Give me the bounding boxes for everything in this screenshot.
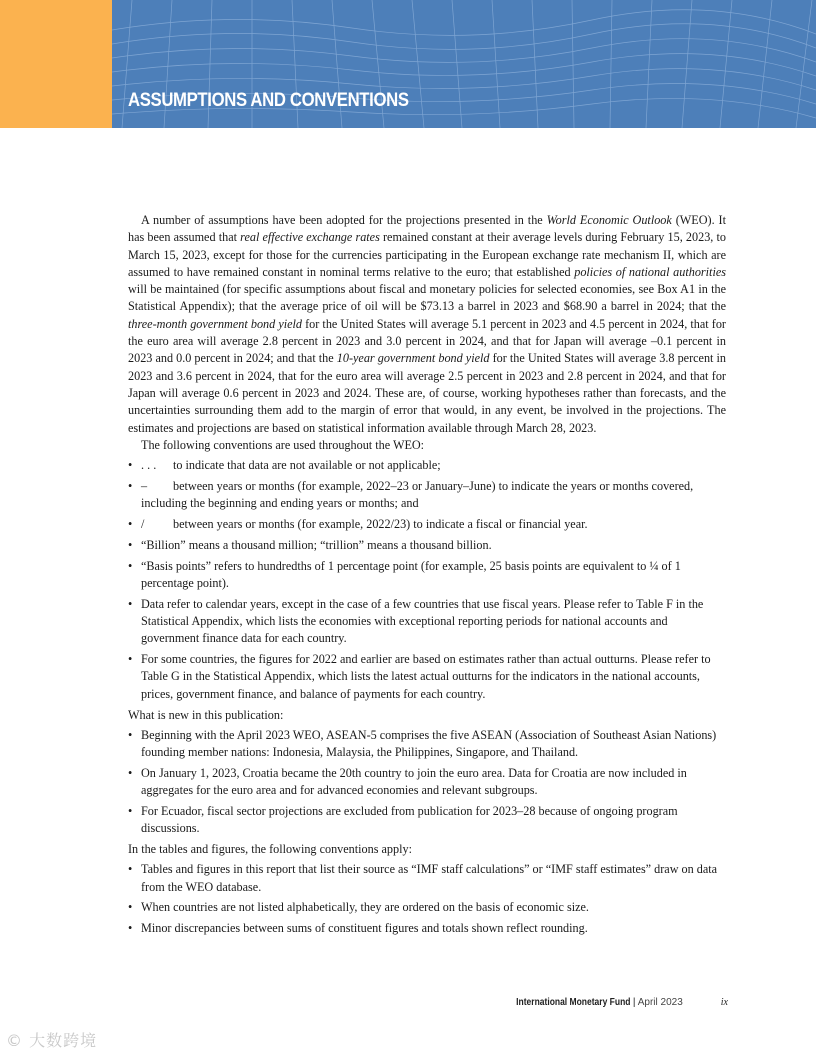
list-item: [128, 651, 726, 703]
conventions-list: [128, 457, 726, 703]
tables-heading: In the tables and figures, the following conventions apply:: [128, 842, 412, 857]
list-item-text: to indicate that data are not available or not applicable;: [173, 458, 441, 473]
italic-three-month-yield: three-month government bond yield: [128, 316, 303, 331]
watermark-text: 大数跨境: [29, 1031, 98, 1050]
italic-policies: policies of national authorities: [574, 264, 726, 279]
list-item: [128, 727, 726, 762]
text-run: for the United States will average 3.8 percent in 2023 and 3.6 percent in 2024, that for the euro area will average 2.5 percent in 2023 and 2.8 percent in 2024, and that for Japan will average 0.6 percent in 2023 and 2024. These are, of course, working hypotheses rather than forecasts, and the uncertainties surrounding them add to the margin of error that would, in any event, be involved in the projections. The estimates and projections are based on statistical information available through March 28, 2023.: [128, 351, 726, 435]
bullet: •: [128, 458, 133, 473]
list-item-text: For Ecuador, fiscal sector projections are excluded from publication for 2023–28 because of ongoing program discussions.: [141, 804, 678, 836]
list-item: [128, 537, 726, 554]
publication-date: April 2023: [637, 997, 683, 1008]
bullet: •: [128, 765, 133, 780]
text-run: for the United States will average 5.1 percent in 2023 and 4.5 percent in 2024, that for the euro area will average 2.8 percent in 2023 and 3.0 percent in 2024, and that for Japan will average –0.1 percent in 2023 and 0.0 percent in 2024; and that the: [128, 316, 726, 366]
bullet: •: [128, 727, 133, 742]
list-item: [128, 596, 726, 648]
assumptions-paragraph: [128, 212, 726, 437]
symbol: –: [141, 478, 148, 493]
italic-reer: real effective exchange rates: [240, 230, 380, 245]
text-run: remained constant at their average levels during February 15, 2023, to March 15, 2023, except for those for the currencies participating in the European exchange rate mechanism II, which are assumed to have remained constant in nominal terms relative to the euro; that established: [128, 230, 726, 279]
italic-ten-year-yield: 10-year government bond yield: [336, 351, 490, 366]
list-item: [128, 765, 726, 800]
list-item-text: “Billion” means a thousand million; “trillion” means a thousand billion.: [141, 537, 492, 552]
bullet: •: [128, 537, 133, 552]
bullet: •: [128, 652, 133, 667]
whats-new-list: [128, 727, 726, 838]
footer-separator: |: [630, 997, 638, 1008]
list-item-text: “Basis points” refers to hundredths of 1 percentage point (for example, 25 basis points are equivalent to ¼ of 1 percentage point).: [141, 558, 681, 590]
bullet: •: [128, 478, 133, 493]
page-footer: [496, 997, 728, 1008]
symbol: . . .: [141, 458, 157, 473]
list-item-text: Tables and figures in this report that list their source as “IMF staff calculations” or “IMF staff estimates” draw on data from the WEO database.: [141, 862, 718, 894]
list-item-text: When countries are not listed alphabetically, they are ordered on the basis of economic size.: [141, 900, 589, 915]
list-item-text: Minor discrepancies between sums of constituent figures and totals shown reflect rounding.: [141, 921, 588, 936]
list-item: [128, 861, 726, 896]
list-item-text: Beginning with the April 2023 WEO, ASEAN-5 comprises the five ASEAN (Association of Southeast Asian Nations) founding member nations: Indonesia, Malaysia, the Philippines, Singapore, and Thailand.: [141, 727, 717, 760]
tables-list: [128, 861, 726, 937]
bullet: •: [128, 596, 133, 611]
list-item-text: Data refer to calendar years, except in the case of a few countries that use fiscal years. Please refer to Table F in the Statistical Appendix, which lists the economies with exceptional reporting periods for national accounts and government finance data for each country.: [141, 596, 704, 646]
text-run: (WEO). It has been assumed that: [128, 213, 727, 245]
list-item-text: between years or months (for example, 2022–23 or January–June) to indicate the years or months covered, including the beginning and ending years or months; and: [141, 478, 694, 511]
bullet: •: [128, 804, 133, 818]
body-content: [128, 212, 726, 941]
publication-name: International Monetary Fund: [515, 997, 631, 1008]
bullet: •: [128, 900, 133, 915]
list-item: [128, 899, 726, 916]
list-item-text: For some countries, the figures for 2022 and earlier are based on estimates rather than actual outturns. Please refer to Table G in the Statistical Appendix, which lists the latest actual outturns for the indicators in the national accounts, prices, government finance, and balance of payments for each country.: [141, 652, 711, 701]
header-orange-block: [0, 0, 112, 128]
bullet: •: [128, 921, 133, 936]
text-run: will be maintained (for specific assumptions about fiscal and monetary policies for selected economies, see Box A1 in the Statistical Appendix); that the average price of oil will be $73.13 a barrel in 2023 and $68.90 a barrel in 2024; that the: [128, 282, 726, 314]
italic-weo: World Economic Outlook: [546, 213, 672, 227]
list-item: [128, 457, 726, 474]
bullet: •: [128, 558, 133, 573]
whats-new-heading: What is new in this publication:: [128, 707, 284, 722]
list-item-text: between years or months (for example, 2022/23) to indicate a fiscal or financial year.: [173, 517, 588, 532]
bullet: •: [128, 862, 133, 877]
page-title: ASSUMPTIONS AND CONVENTIONS: [128, 90, 409, 111]
list-item-text: On January 1, 2023, Croatia became the 20th country to join the euro area. Data for Croatia are now included in aggregates for the euro area and for advanced economies and relevant subgroups.: [141, 765, 687, 798]
list-item: [128, 558, 726, 593]
list-item: [128, 516, 726, 533]
watermark: [6, 1028, 97, 1051]
bullet: •: [128, 517, 133, 532]
list-item: [128, 920, 726, 937]
page-number: ix: [720, 997, 728, 1008]
page-header: [0, 0, 816, 128]
watermark-logo-icon: ©: [6, 1031, 23, 1050]
text-run: A number of assumptions have been adopted for the projections presented in the: [141, 213, 547, 227]
list-item: [128, 803, 726, 838]
symbol: /: [141, 517, 145, 532]
conventions-intro: The following conventions are used throughout the WEO:: [141, 437, 425, 452]
list-item: [128, 478, 726, 513]
